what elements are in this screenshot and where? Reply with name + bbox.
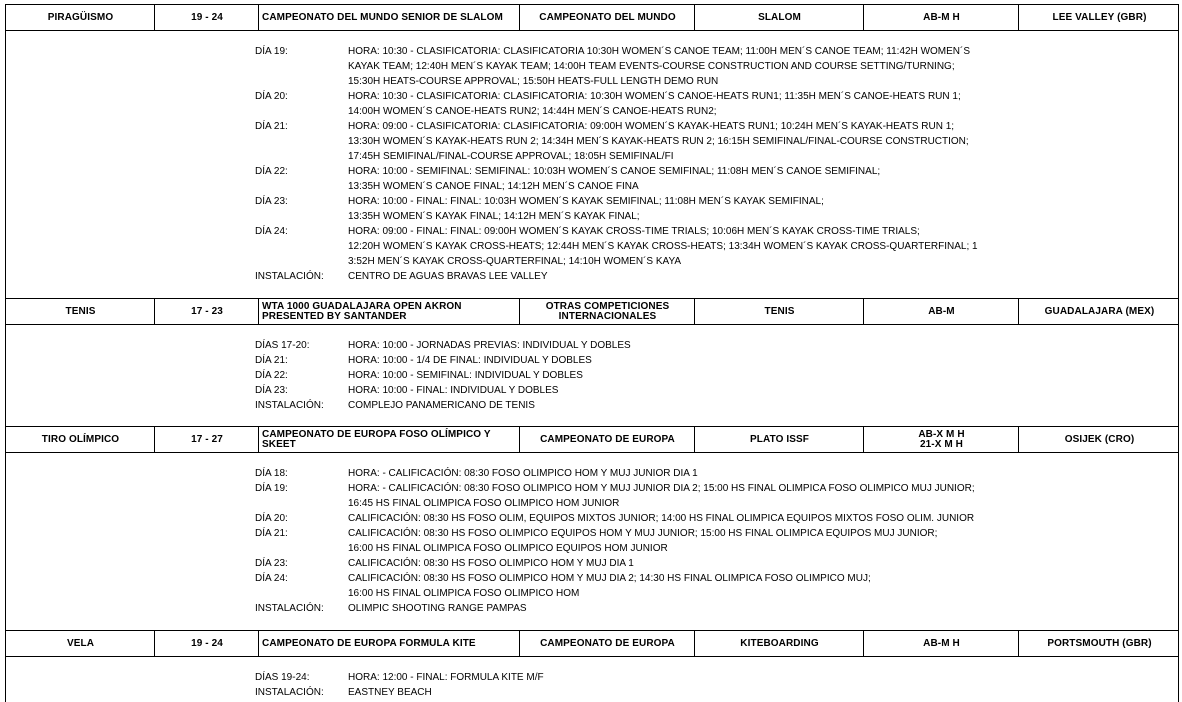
- dates-cell: 19 - 24: [154, 631, 259, 656]
- sport-cell: VELA: [66, 637, 95, 649]
- schedule-text: HORA: 10:00 - JORNADAS PREVIAS: INDIVIDUAL Y DOBLES: [348, 340, 631, 351]
- discipline-cell: SLALOM: [694, 5, 864, 30]
- category-cell: CAMPEONATO DE EUROPA: [519, 631, 695, 656]
- schedule-text: 16:45 HS FINAL OLIMPICA FOSO OLIMPICO HOM JUNIOR: [348, 498, 620, 509]
- day-label: DÍA 24:: [255, 226, 288, 237]
- section-header-row: [5, 298, 1179, 325]
- schedule-text: 15:30H HEATS-COURSE APPROVAL; 15:50H HEATS-FULL LENGTH DEMO RUN: [348, 76, 719, 87]
- dates-cell: 17 - 23: [154, 299, 259, 324]
- sport-cell: PIRAGÜISMO: [47, 11, 114, 23]
- schedule-text: HORA: 10:30 - CLASIFICATORIA: CLASIFICATORIA: 10:30H WOMEN´S CANOE-HEATS RUN1; 11:35H MEN´S CANOE-HEATS RUN 1;: [348, 91, 961, 102]
- schedule-text: HORA: 12:00 - FINAL: FORMULA KITE M/F: [348, 672, 544, 683]
- schedule-text: 16:00 HS FINAL OLIMPICA FOSO OLIMPICO HOM: [348, 588, 580, 599]
- schedule-text: HORA: 10:00 - 1/4 DE FINAL: INDIVIDUAL Y DOBLES: [348, 355, 592, 366]
- schedule-text: EASTNEY BEACH: [348, 687, 432, 698]
- day-label: DÍAS 19-24:: [255, 672, 310, 683]
- day-label: DÍA 19:: [255, 483, 288, 494]
- schedule-text: COMPLEJO PANAMERICANO DE TENIS: [348, 400, 535, 411]
- event-cell: WTA 1000 GUADALAJARA OPEN AKRON PRESENTED BY SANTANDER: [258, 299, 520, 324]
- day-label: DÍA 18:: [255, 468, 288, 479]
- sport-cell: TIRO OLÍMPICO: [41, 433, 120, 445]
- schedule-text: HORA: 10:00 - SEMIFINAL: SEMIFINAL: 10:03H WOMEN´S CANOE SEMIFINAL; 11:08H MEN´S CANOE SEMIFINAL;: [348, 166, 881, 177]
- schedule-text: CALIFICACIÓN: 08:30 HS FOSO OLIMPICO EQUIPOS HOM Y MUJ JUNIOR; 15:00 HS FINAL OLIMPICA EQUIPOS MUJ JUNIOR;: [348, 528, 938, 539]
- section-header-row: [5, 4, 1179, 31]
- event-cell: CAMPEONATO DE EUROPA FORMULA KITE: [258, 631, 520, 656]
- day-label: DÍA 21:: [255, 528, 288, 539]
- schedule-text: HORA: 10:00 - SEMIFINAL: INDIVIDUAL Y DOBLES: [348, 370, 583, 381]
- schedule-text: CALIFICACIÓN: 08:30 HS FOSO OLIMPICO HOM Y MUJ DIA 1: [348, 558, 634, 569]
- day-label: DÍAS 17-20:: [255, 340, 310, 351]
- dates-cell: 19 - 24: [154, 5, 259, 30]
- level-cell: AB-M H: [863, 5, 1019, 30]
- schedule-text: HORA: 09:00 - CLASIFICATORIA: CLASIFICATORIA: 09:00H WOMEN´S KAYAK-HEATS RUN1; 10:24H MEN´S KAYAK-HEATS RUN 1;: [348, 121, 955, 132]
- category-cell: CAMPEONATO DE EUROPA: [519, 427, 695, 452]
- discipline-cell: PLATO ISSF: [694, 427, 864, 452]
- day-label: INSTALACIÓN:: [255, 603, 324, 614]
- discipline-cell: KITEBOARDING: [694, 631, 864, 656]
- day-label: INSTALACIÓN:: [255, 271, 324, 282]
- dates-cell: 17 - 27: [154, 427, 259, 452]
- day-label: DÍA 20:: [255, 91, 288, 102]
- schedule-text: 14:00H WOMEN´S CANOE-HEATS RUN2; 14:44H MEN´S CANOE-HEATS RUN2;: [348, 106, 717, 117]
- section-header-row: [5, 426, 1179, 453]
- day-label: DÍA 20:: [255, 513, 288, 524]
- location-cell: GUADALAJARA (MEX): [1018, 299, 1180, 324]
- schedule-text: HORA: 10:00 - FINAL: INDIVIDUAL Y DOBLES: [348, 385, 559, 396]
- schedule-text: 13:35H WOMEN´S CANOE FINAL; 14:12H MEN´S CANOE FINA: [348, 181, 639, 192]
- schedule-text: HORA: - CALIFICACIÓN: 08:30 FOSO OLIMPICO HOM Y MUJ JUNIOR DIA 2; 15:00 HS FINAL OLIMPICA FOSO OLIMPICO MUJ JUNIOR;: [348, 483, 975, 494]
- day-label: INSTALACIÓN:: [255, 400, 324, 411]
- schedule-text: 17:45H SEMIFINAL/FINAL-COURSE APPROVAL; 18:05H SEMIFINAL/FI: [348, 151, 674, 162]
- level-cell: AB-X M H 21-X M H: [863, 427, 1019, 452]
- day-label: DÍA 22:: [255, 166, 288, 177]
- level-cell: AB-M H: [863, 631, 1019, 656]
- schedule-text: 3:52H MEN´S KAYAK CROSS-QUARTERFINAL; 14:10H WOMEN´S KAYA: [348, 256, 682, 267]
- day-label: DÍA 22:: [255, 370, 288, 381]
- day-label: DÍA 23:: [255, 385, 288, 396]
- category-cell: CAMPEONATO DEL MUNDO: [519, 5, 695, 30]
- schedule-text: 16:00 HS FINAL OLIMPICA FOSO OLIMPICO EQUIPOS HOM JUNIOR: [348, 543, 668, 554]
- schedule-text: HORA: 09:00 - FINAL: FINAL: 09:00H WOMEN´S KAYAK CROSS-TIME TRIALS; 10:06H MEN´S KAYAK CROSS-TIME TRIALS;: [348, 226, 920, 237]
- schedule-text: HORA: 10:00 - FINAL: FINAL: 10:03H WOMEN´S KAYAK SEMIFINAL; 11:08H MEN´S KAYAK SEMIFINAL;: [348, 196, 824, 207]
- event-cell: CAMPEONATO DE EUROPA FOSO OLÍMPICO Y SKEET: [258, 427, 520, 452]
- location-cell: LEE VALLEY (GBR): [1018, 5, 1180, 30]
- schedule-text: 13:35H WOMEN´S KAYAK FINAL; 14:12H MEN´S KAYAK FINAL;: [348, 211, 640, 222]
- schedule-text: KAYAK TEAM; 12:40H MEN´S KAYAK TEAM; 14:00H TEAM EVENTS-COURSE CONSTRUCTION AND COURSE SETTING/TURNING;: [348, 61, 955, 72]
- schedule-text: 13:30H WOMEN´S KAYAK-HEATS RUN 2; 14:34H MEN´S KAYAK-HEATS RUN 2; 16:15H SEMIFINAL/FINAL-COURSE CONSTRUCTION;: [348, 136, 969, 147]
- schedule-text: CALIFICACIÓN: 08:30 HS FOSO OLIMPICO HOM Y MUJ DIA 2; 14:30 HS FINAL OLIMPICA FOSO OLIMPICO MUJ;: [348, 573, 871, 584]
- schedule-text: HORA: 10:30 - CLASIFICATORIA: CLASIFICATORIA 10:30H WOMEN´S CANOE TEAM; 11:00H MEN´S CANOE TEAM; 11:42H WOMEN´S: [348, 46, 971, 57]
- section-header-row: [5, 630, 1179, 657]
- day-label: DÍA 24:: [255, 573, 288, 584]
- event-cell: CAMPEONATO DEL MUNDO SENIOR DE SLALOM: [258, 5, 520, 30]
- section-body: [5, 656, 1179, 702]
- schedule-text: OLIMPIC SHOOTING RANGE PAMPAS: [348, 603, 527, 614]
- day-label: DÍA 19:: [255, 46, 288, 57]
- discipline-cell: TENIS: [694, 299, 864, 324]
- day-label: DÍA 21:: [255, 355, 288, 366]
- schedule-text: 12:20H WOMEN´S KAYAK CROSS-HEATS; 12:44H MEN´S KAYAK CROSS-HEATS; 13:34H WOMEN´S KAYAK CROSS-QUARTERFINAL; 1: [348, 241, 978, 252]
- schedule-text: CALIFICACIÓN: 08:30 HS FOSO OLIM, EQUIPOS MIXTOS JUNIOR; 14:00 HS FINAL OLIMPICA EQUIPOS MIXTOS FOSO OLIM. JUNIOR: [348, 513, 975, 524]
- schedule-text: HORA: - CALIFICACIÓN: 08:30 FOSO OLIMPICO HOM Y MUJ JUNIOR DIA 1: [348, 468, 698, 479]
- day-label: DÍA 23:: [255, 196, 288, 207]
- day-label: DÍA 21:: [255, 121, 288, 132]
- level-cell: AB-M: [863, 299, 1019, 324]
- day-label: DÍA 23:: [255, 558, 288, 569]
- location-cell: PORTSMOUTH (GBR): [1018, 631, 1180, 656]
- sport-cell: TENIS: [65, 305, 96, 317]
- day-label: INSTALACIÓN:: [255, 687, 324, 698]
- category-cell: OTRAS COMPETICIONES INTERNACIONALES: [519, 299, 695, 324]
- schedule-text: CENTRO DE AGUAS BRAVAS LEE VALLEY: [348, 271, 548, 282]
- location-cell: OSIJEK (CRO): [1018, 427, 1180, 452]
